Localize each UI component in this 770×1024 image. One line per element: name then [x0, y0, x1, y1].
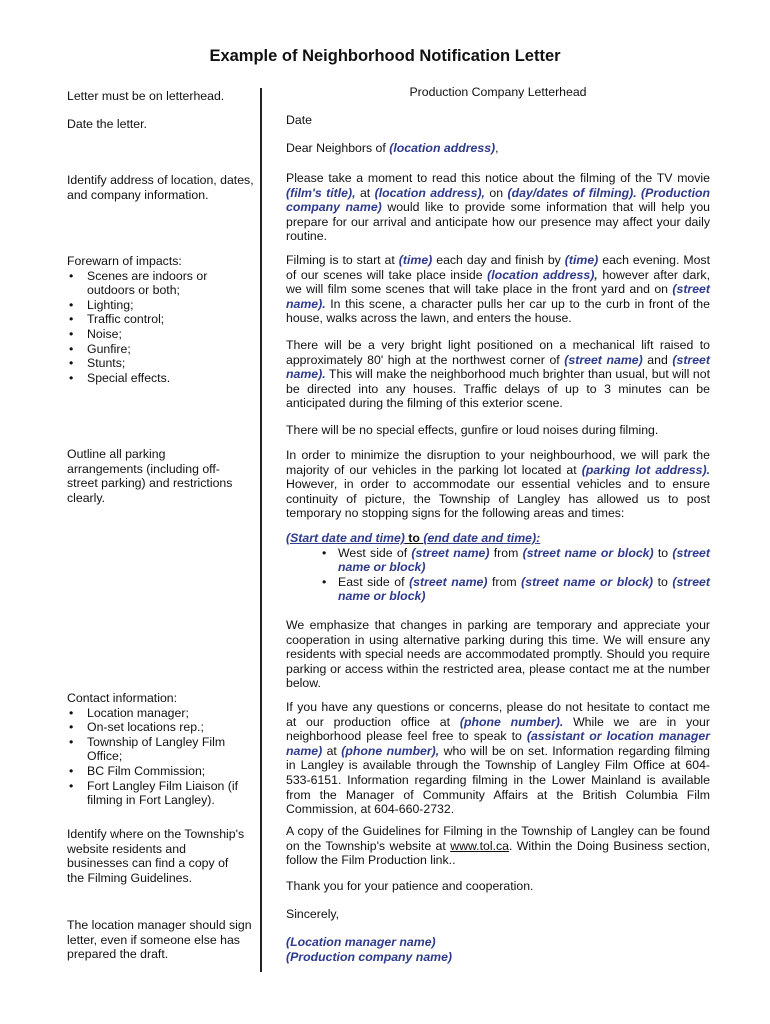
placeholder-location-address: (location address) [389, 141, 496, 155]
paragraph-guidelines [286, 824, 710, 868]
list-item: • Traffic control; [67, 312, 257, 327]
text: . Within the Doing Business section, follow the Film Production link.. [286, 838, 710, 868]
page-title: Example of Neighborhood Notification Letter [209, 47, 561, 65]
contact-list [67, 706, 257, 808]
paragraph-intro [286, 171, 710, 244]
placeholder-phone-number: (phone number). [459, 714, 564, 729]
column-divider [260, 88, 262, 972]
signature-block [286, 935, 710, 964]
text: to [404, 531, 424, 545]
note-parking: Outline all parking arrangements (including off-street parking) and restrictions clearly. [67, 447, 233, 505]
placeholder-dates-company: (day/dates of filming). (Production company name) [286, 185, 711, 215]
note-letterhead: Letter must be on letterhead. [67, 89, 225, 103]
note-identify: Identify address of location, dates, and company information. [67, 173, 254, 202]
placeholder-street-block: (street name or block) [521, 574, 654, 589]
list-item: • Noise; [67, 327, 257, 342]
list-item: • BC Film Commission; [67, 764, 257, 779]
text: : [536, 531, 541, 545]
street-list [320, 546, 710, 604]
list-item: • Special effects. [67, 371, 257, 386]
note-contact-heading: Contact information: [67, 691, 178, 705]
text: and [642, 352, 673, 367]
placeholder-street-block: (street name or block) [522, 545, 654, 560]
paragraph-parking [286, 448, 710, 521]
text: A copy of the Guidelines for Filming in the Township of Langley can be found on the Township's website at [286, 824, 710, 853]
text: from [489, 545, 523, 560]
placeholder-end-date: (end date and time) [423, 531, 537, 545]
text: to [653, 574, 673, 589]
text: This will make the neighborhood much brighter than usual, but will not be directed into any houses. Traffic delays of up to 3 minutes can be anticipated during the filming of this exterior scene. [286, 367, 710, 411]
paragraph-contact [286, 700, 710, 817]
list-item [320, 575, 710, 604]
note-date: Date the letter. [67, 117, 147, 131]
note-sign: The location manager should sign letter, even if someone else has prepared the draft. [67, 918, 252, 962]
parking-times [286, 531, 710, 604]
note-forewarn-heading: Forewarn of impacts: [67, 254, 182, 268]
text: would like to provide some information that will help you prepare for our arrival and anticipate how our presence may affect your daily routine. [286, 200, 710, 244]
placeholder-street-name: (street name). [286, 352, 710, 382]
list-item: • Gunfire; [67, 342, 257, 357]
list-item: • On-set locations rep.; [67, 720, 257, 735]
text: however after dark, we will film some scenes that will take place in the front yard and on [286, 267, 710, 297]
thanks: Thank you for your patience and cooperation. [286, 879, 534, 893]
paragraph-emphasize: We emphasize that changes in parking are temporary and appreciate your cooperation in using alternative parking during this time. We will ensure any residents with special needs are accommodated promptly. Should you require parking or access within the restricted area, please contact me at the number below. [286, 618, 710, 691]
placeholder-street-name: (street name). [286, 282, 710, 311]
paragraph-lighting [286, 338, 710, 411]
placeholder-street-name: (street name) [411, 545, 490, 560]
text: If you have any questions or concerns, please do not hesitate to contact me at our production office at [286, 700, 710, 729]
text: Filming is to start at [286, 253, 399, 267]
text: to [653, 545, 673, 560]
text: on [484, 185, 508, 200]
placeholder-location-manager-name: (Location manager name) [286, 935, 436, 949]
text: who will be on set. Information regarding filming in Langley is available through the Township of Langley Film Office at 604-533-6151. Information regarding filming in the Lower Mainland is available from the Manager of Community Affairs at the British Columbia Film Commission, at 604-660-2732. [286, 743, 710, 817]
text: In order to minimize the disruption to your neighbourhood, we will park the majority of our vehicles in the parking lot located at [286, 448, 710, 477]
placeholder-street-name: (street name) [409, 574, 488, 589]
text: each evening. Most of our scenes will take place inside [286, 253, 710, 282]
text: at [355, 185, 375, 200]
list-item [320, 546, 710, 575]
text: each day and finish by [432, 253, 565, 267]
note-forewarn [67, 254, 257, 385]
times-line [286, 531, 710, 546]
list-item: • Lighting; [67, 298, 257, 313]
placeholder-phone-number: (phone number), [341, 743, 440, 758]
placeholder-location-address: (location address), [374, 185, 485, 200]
text: Please take a moment to read this notice about the filming of the TV movie [286, 171, 710, 185]
text: West side of [338, 545, 412, 560]
list-item: • Fort Langley Film Liaison (if filming in Fort Langley). [67, 779, 257, 808]
placeholder-time: (time) [398, 253, 433, 267]
placeholder-film-title: (film's title), [286, 185, 356, 200]
website-link[interactable]: www.tol.ca [450, 838, 509, 853]
forewarn-list [67, 269, 257, 386]
list-item: • Stunts; [67, 356, 257, 371]
letterhead-label: Production Company Letterhead [409, 85, 587, 99]
text: However, in order to accommodate our essential vehicles and to ensure continuity of picture, the Township of Langley has allowed us to post temporary no stopping signs for the following areas and times: [286, 477, 710, 521]
text: East side of [338, 574, 410, 589]
note-website: Identify where on the Township's website residents and businesses can find a copy of the Filming Guidelines. [67, 827, 245, 885]
placeholder-production-company-name: (Production company name) [286, 949, 453, 964]
list-item: • Township of Langley Film Office; [67, 735, 257, 764]
paragraph-schedule [286, 253, 710, 326]
greeting [286, 141, 710, 156]
text: There will be a very bright light positioned on a mechanical lift raised to approximately 80' high at the northwest corner of [286, 338, 710, 367]
placeholder-parking-lot-address: (parking lot address). [581, 462, 710, 477]
greeting-text: Dear Neighbors of [286, 141, 390, 155]
placeholder-street-name: (street name) [564, 352, 643, 367]
greeting-punct: , [495, 141, 499, 155]
placeholder-location-address: (location address), [487, 267, 598, 282]
list-item: • Scenes are indoors or outdoors or both; [67, 269, 257, 298]
text: While we are in your neighborhood please feel free to speak to [286, 714, 710, 744]
list-item: • Location manager; [67, 706, 257, 721]
placeholder-street-block: (street name or block) [338, 545, 710, 575]
placeholder-manager-name: (assistant or location manager name) [286, 729, 710, 758]
note-contact [67, 691, 257, 808]
text: In this scene, a character pulls her car up to the curb in front of the house, walks across the lawn, and enters the house. [286, 296, 710, 326]
closing: Sincerely, [286, 907, 340, 921]
placeholder-time: (time) [564, 253, 599, 267]
text: from [487, 574, 522, 589]
placeholder-start-date: (Start date and time) [286, 531, 405, 545]
placeholder-street-block: (street name or block) [338, 574, 710, 604]
text: at [322, 743, 342, 758]
paragraph-no-effects: There will be no special effects, gunfire or loud noises during filming. [286, 423, 659, 437]
letter-date: Date [286, 113, 312, 127]
